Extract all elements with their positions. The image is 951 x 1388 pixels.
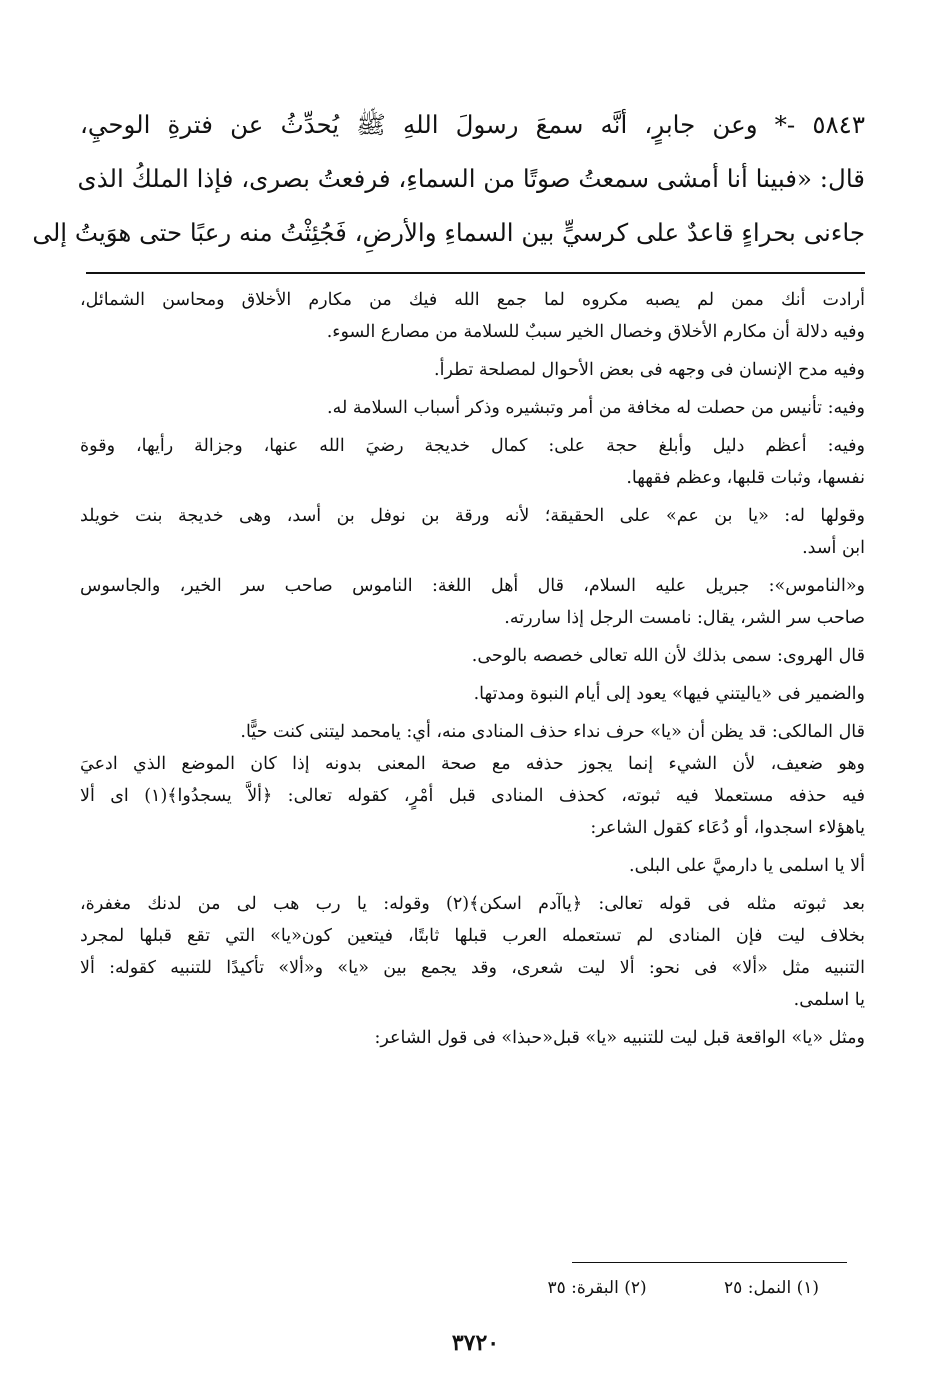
commentary-line: يا اسلمى.: [793, 990, 865, 1010]
commentary-line: وفيه: أعظم دليل وأبلغ حجة على: كمال خديجة رضيَ الله عنها، وجزالة رأيها، وقوة: [80, 436, 865, 456]
hadith-line: ٥٨٤٣ -* وعن جابرٍ، أنَّه سمعَ رسولَ اللهِ ﷺ يُحدِّثُ عن فترةِ الوحيِ،: [80, 110, 865, 139]
footnotes: [476, 1274, 820, 1302]
hadith-text: [32, 98, 865, 260]
commentary-line: ابن أسد.: [802, 538, 865, 558]
commentary-line: وقولها له: «يا بن عم» على الحقيقة؛ لأنه ورقة بن نوفل بن أسد، وهى خديجة بنت خويلد: [80, 506, 865, 526]
commentary-line: ياهؤلاء اسجدوا، أو دُعَاء كقول الشاعر:: [590, 818, 865, 838]
commentary-line: فيه حذفه مستعملا فيه ثبوته، كحذف المنادى قبل أمْرٍ، كقوله تعالى: ﴿ألاَّ يسجدُوا﴾(١) اى ألا: [80, 786, 865, 806]
commentary-line: و«الناموس»: جبريل عليه السلام، قال أهل اللغة: الناموس صاحب سر الخير، والجاسوس: [80, 576, 865, 596]
commentary-line: قال المالكى: قد يظن أن «يا» حرف نداء حذف المنادى منه، أي: يامحمد ليتنى كنت حيًّا.: [240, 722, 865, 742]
hadith-line: جاءنى بحراءٍ قاعدٌ على كرسيٍّ بين السماءِ والأرضِ، فَجُئِثْتُ منه رعبًا حتى هوَيتُ إلى: [32, 218, 865, 247]
commentary-line: التنبيه مثل «ألا» فى نحو: ألا ليت شعرى، وقد يجمع بين «يا» و«ألا» تأكيدًا للتنبيه كقوله: ألا: [80, 958, 865, 978]
page-number: ٣٧٢٠: [451, 1330, 500, 1356]
commentary-line: نفسها، وثبات قلبها، وعظم فقهها.: [626, 468, 865, 488]
commentary-line: وفيه دلالة أن مكارم الأخلاق وخصال الخير سببٌ للسلامة من مصارع السوء.: [326, 322, 865, 342]
hadith-line: قال: «فبينا أنا أمشى سمعتُ صوتًا من السماءِ، فرفعتُ بصرى، فإذا الملكُ الذى: [77, 164, 865, 193]
commentary-line: وفيه: تأنيس من حصلت له مخافة من أمر وتبشيره وذكر أسباب السلامة له.: [327, 398, 865, 418]
commentary-line: وهو ضعيف، لأن الشيء إنما يجوز حذفه مع صحة المعنى بدونه إذا كان الموضع الذي ادعيَ: [80, 754, 865, 774]
commentary-line: صاحب سر الشر، يقال: نامست الرجل إذا ساررته.: [504, 608, 865, 628]
commentary-line: ومثل «يا» الواقعة قبل ليت للتنبيه «يا» قبل«حبذا» فى قول الشاعر:: [374, 1028, 865, 1048]
commentary-line: والضمير فى «ياليتني فيها» يعود إلى أيام النبوة ومدتها.: [473, 684, 865, 704]
commentary-line: أرادت أنك ممن لم يصبه مكروه لما جمع الله فيك من مكارم الأخلاق ومحاسن الشمائل،: [80, 290, 865, 310]
footnote-1: (١) النمل: ٢٥: [724, 1278, 819, 1298]
footnote-2: (٢) البقرة: ٣٥: [547, 1278, 647, 1298]
commentary-line: قال الهروى: سمى بذلك لأن الله تعالى خصصه بالوحى.: [471, 646, 865, 666]
commentary-line: بخلاف ليت فإن المنادى لم تستعمله العرب قبلها ثابتًا، فيتعين كون«يا» التي تقع قبلها لمجرد: [80, 926, 865, 946]
commentary-line: وفيه مدح الإنسان فى وجهه فى بعض الأحوال لمصلحة تطرأ.: [434, 360, 865, 380]
footnote-divider: [572, 1262, 847, 1263]
commentary-line: ألا يا اسلمى يا دارميَّ على البلى.: [629, 856, 865, 876]
main-divider: [86, 272, 865, 274]
commentary-line: بعد ثبوته مثله فى قوله تعالى: ﴿ياآدم اسكن﴾(٢) وقوله: يا رب هب لى من لدنك مغفرة،: [80, 894, 865, 914]
commentary-text: [80, 284, 865, 1054]
